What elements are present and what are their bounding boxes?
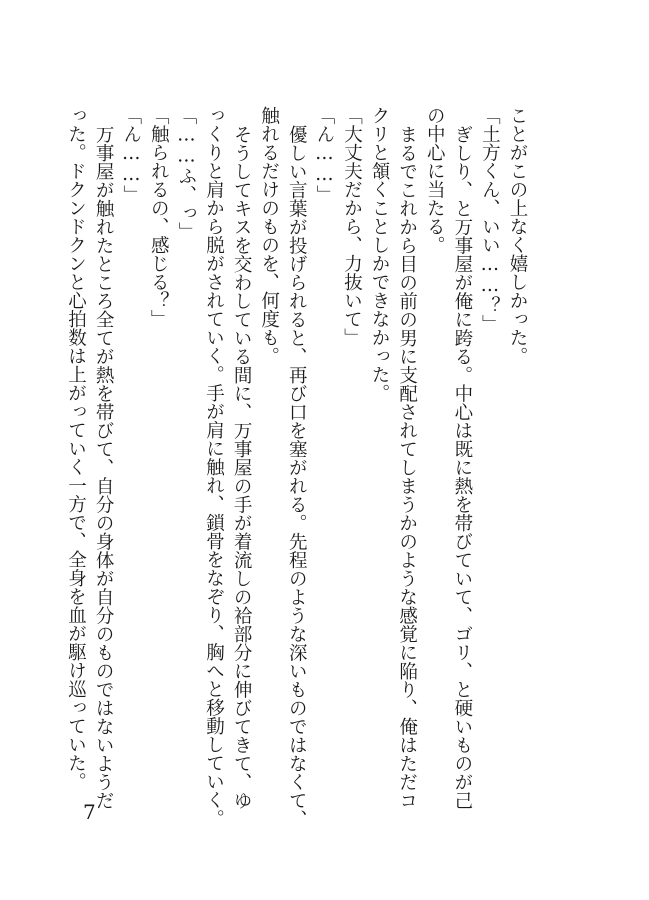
text-line: まるでこれから目の前の男に支配されてしまうかのような感覚に陥り、俺はただコ <box>396 124 418 809</box>
text-line: 「大丈夫だから、力抜いて」 <box>341 106 363 347</box>
text-line: ことがこの上なく嬉しかった。 <box>507 106 528 365</box>
text-line: 「ん……」 <box>313 106 335 204</box>
text-line: 「土方くん、いい……？」 <box>479 106 501 333</box>
text-line: 「触られるの、感じる？」 <box>148 106 170 328</box>
text-line: の中心に当たる。 <box>424 106 446 254</box>
page-number: 7 <box>83 800 96 824</box>
text-line: ぎしり、と万事屋が俺に跨る。中心は既に熱を帯びていて、ゴリ、と硬いものが己 <box>451 124 473 809</box>
text-line: 「……ふ、っ」 <box>175 106 197 241</box>
text-line: クリと頷くことしかできなかった。 <box>369 106 391 402</box>
vertical-text-body <box>62 106 531 828</box>
text-line: 「ん……」 <box>120 106 142 204</box>
text-line: った。ドクンドクンと心拍数は上がっていく一方で、全身を血が駆け巡っていた。 <box>65 106 87 791</box>
text-line: そうしてキスを交わしている間に、万事屋の手が着流しの袷部分に伸びてきて、ゆ <box>231 124 253 809</box>
text-line: っくりと肩から脱がされていく。手が肩に触れ、鎖骨をなぞり、胸へと移動していく。 <box>203 106 225 828</box>
text-line: 優しい言葉が投げられると、再び口を塞がれる。先程のような深いものではなくて、 <box>286 124 308 828</box>
text-line: 触れるだけのものを、何度も。 <box>258 106 280 365</box>
text-line: 万事屋が触れたところ全てが熱を帯びて、自分の身体が自分のものではないようだ <box>93 124 115 809</box>
